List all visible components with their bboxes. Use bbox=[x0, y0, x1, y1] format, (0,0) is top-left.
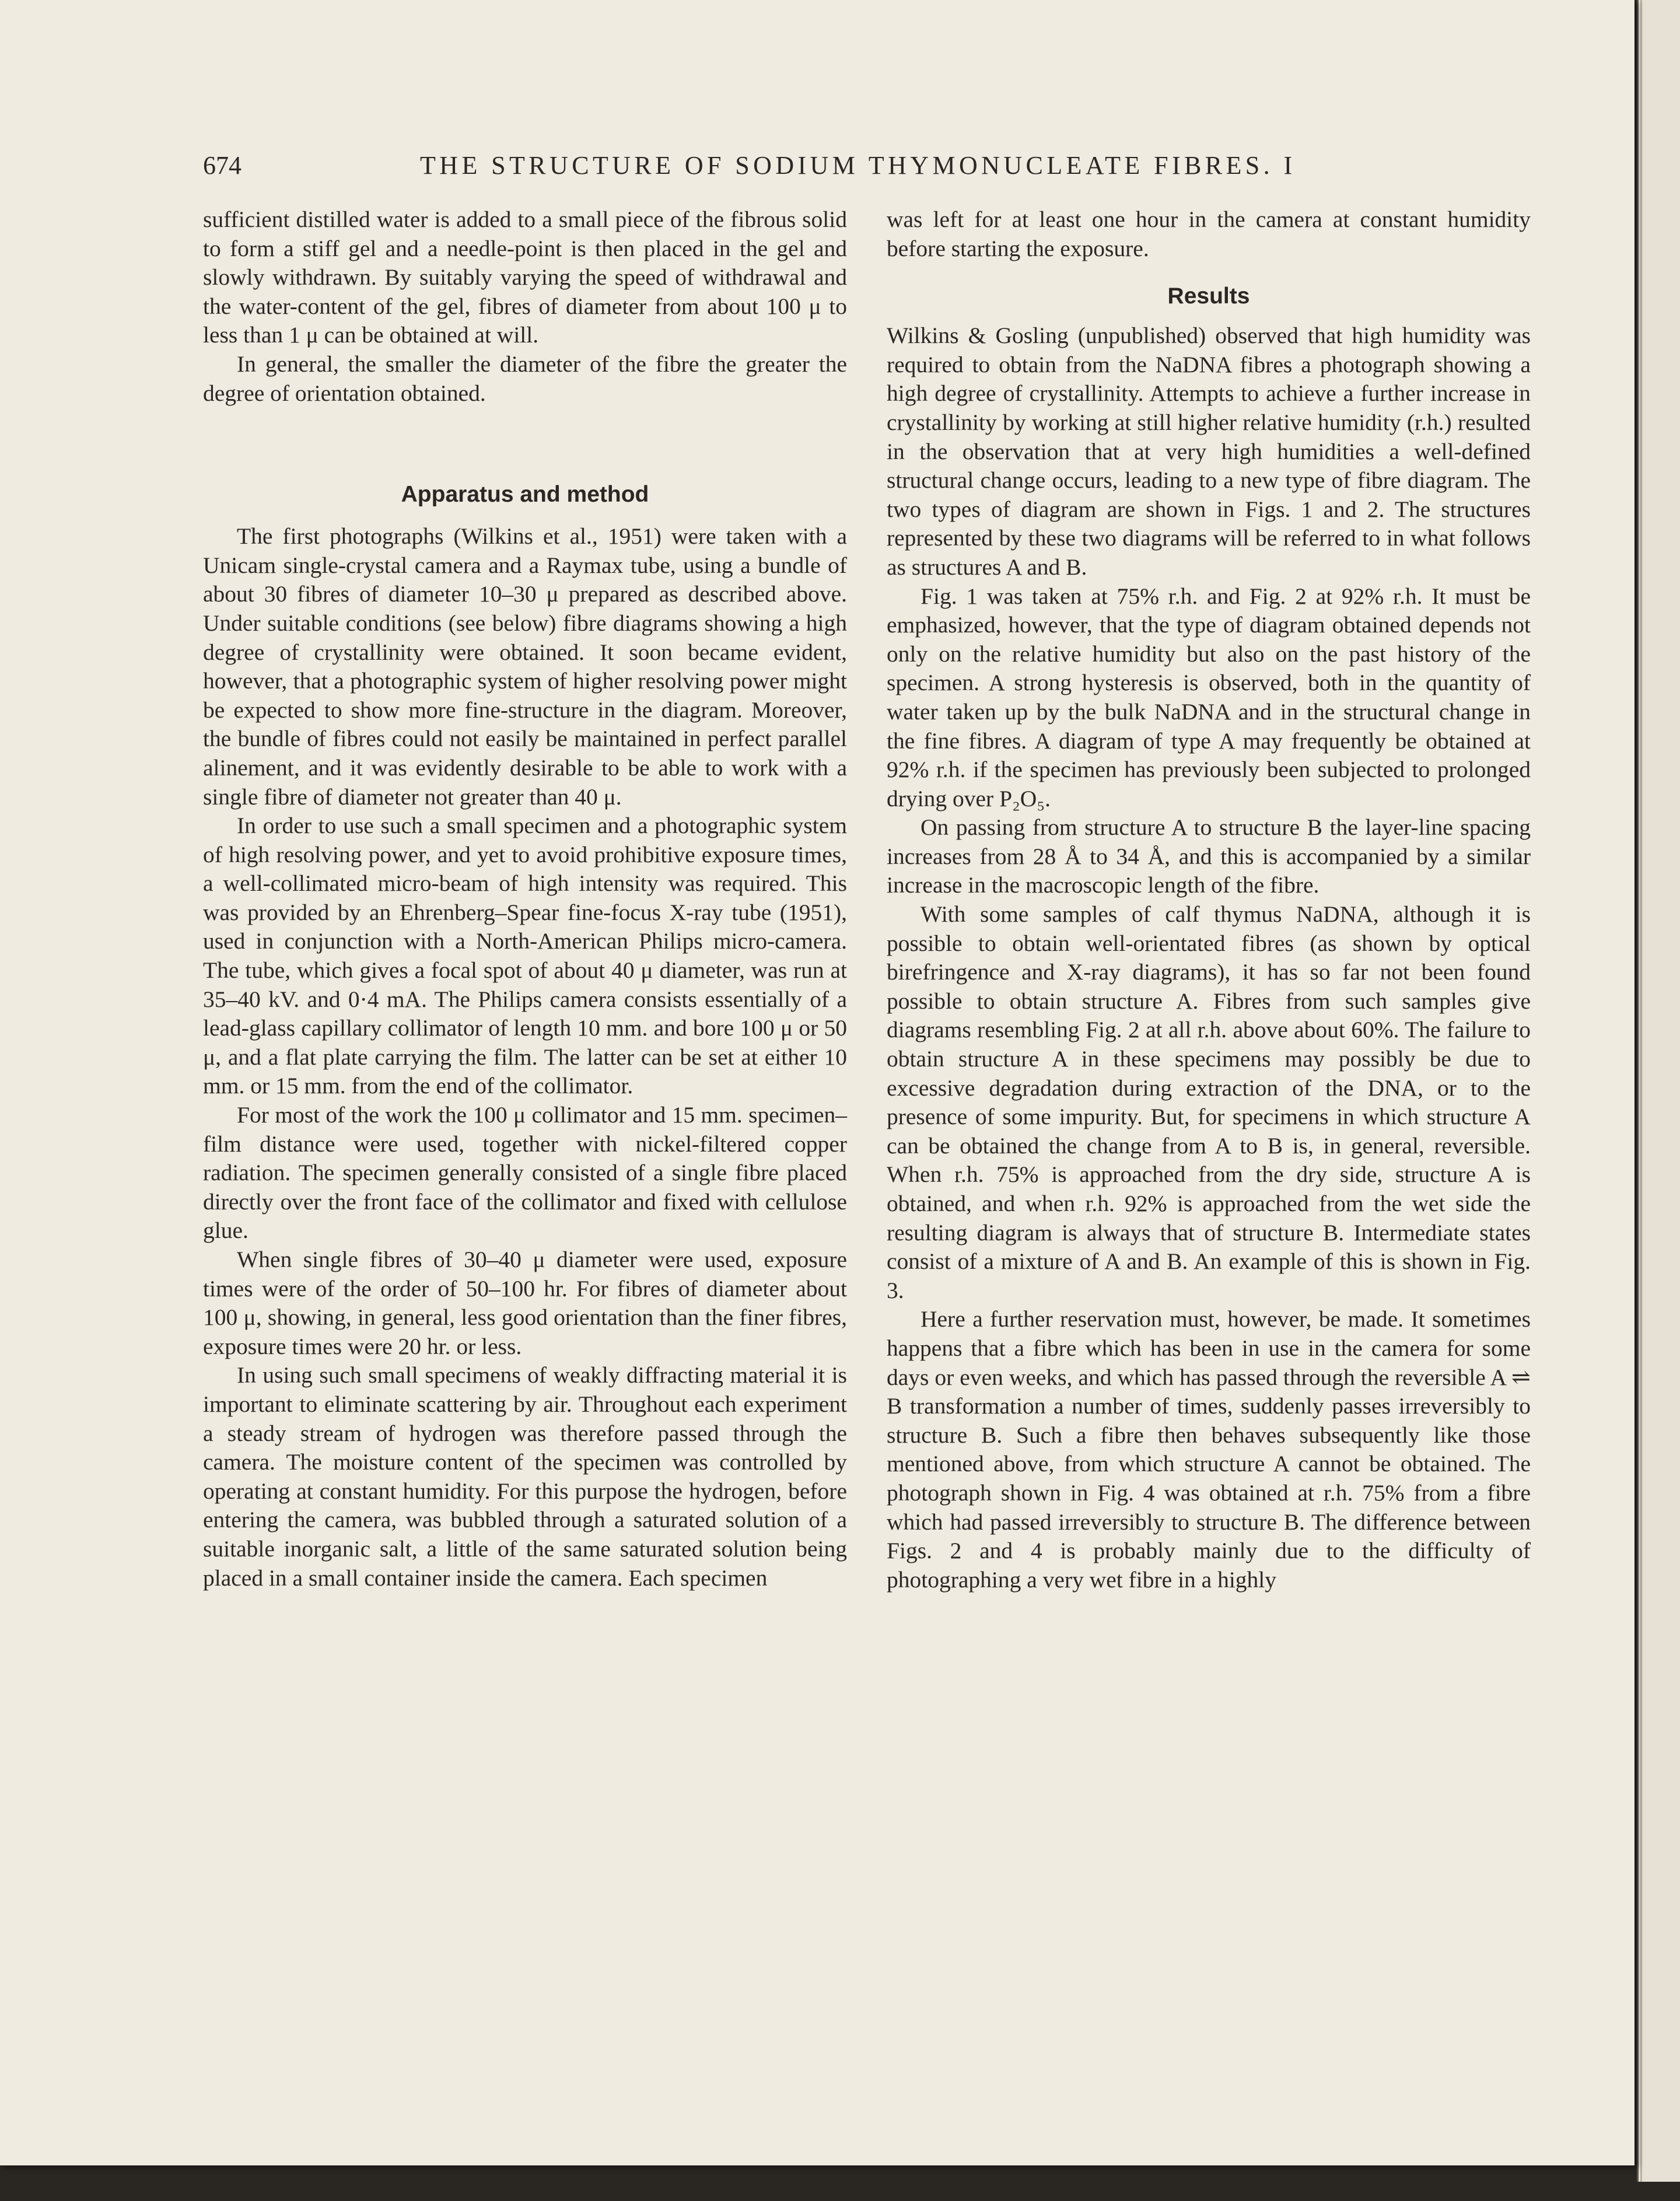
running-header bbox=[203, 149, 1330, 182]
section-heading-results: Results bbox=[1167, 284, 1250, 309]
paragraph: Here a further reservation must, however, be made. It sometimes happens that a fibre which has been in use in the camera for some days or even weeks, and which has passed through the reversible A ⇌ B transformation a number of times, suddenly passes irreversibly to structure B. Such a fibre then behaves subsequently like those mentioned above, from which structure A cannot be obtained. The photograph shown in Fig. 4 was obtained at r.h. 75% from a fibre which had passed irreversibly to structure B. The difference between Figs. 2 and 4 is probably mainly due to the difficulty of photographing a very wet fibre in a highly bbox=[887, 1306, 1531, 1593]
paragraph: When single fibres of 30–40 μ diameter were used, exposure times were of the order of 50–100 hr. For fibres of diameter about 100 μ, showing, in general, less good orientation than the finer fibres, exposure times were 20 hr. or less. bbox=[203, 1247, 847, 1359]
running-title: THE STRUCTURE OF SODIUM THYMONUCLEATE FIBRES. I bbox=[420, 151, 1296, 180]
paragraph: In general, the smaller the diameter of the fibre the greater the degree of orientation obtained. bbox=[203, 351, 847, 406]
paragraph: Wilkins & Gosling (unpublished) observed that high humidity was required to obtain from the NaDNA fibres a photograph showing a high degree of crystallinity. Attempts to achieve a further increase in crystallinity by working at still higher relative humidity (r.h.) resulted in the observation that at very high humidities a well-defined structural change occurs, leading to a new type of fibre diagram. The two types of diagram are shown in Figs. 1 and 2. The structures represented by these two diagrams will be referred to in what follows as structures A and B. bbox=[887, 323, 1531, 580]
page-fold-line bbox=[1640, 0, 1642, 2182]
paragraph: was left for at least one hour in the camera at constant humidity before starting the exposure. bbox=[887, 207, 1531, 261]
adjacent-page-edge bbox=[1637, 0, 1680, 2182]
paragraph: In order to use such a small specimen and a photographic system of high resolving power, and yet to avoid prohibitive exposure times, a well-collimated micro-beam of high intensity was required. This was provided by an Ehrenberg–Spear fine-focus X-ray tube (1951), used in conjunction with a North-American Philips micro-camera. The tube, which gives a focal spot of about 40 μ diameter, was run at 35–40 kV. and 0·4 mA. The Philips camera consists essentially of a lead-glass capillary collimator of length 10 mm. and bore 100 μ or 50 μ, and a flat plate carrying the film. The latter can be set at either 10 mm. or 15 mm. from the end of the collimator. bbox=[203, 813, 847, 1099]
left-column bbox=[203, 205, 847, 1593]
page-number: 674 bbox=[203, 151, 242, 180]
paragraph: Fig. 1 was taken at 75% r.h. and Fig. 2 at 92% r.h. It must be emphasized, however, that the type of diagram obtained depends not only on the relative humidity but also on the past history of the specimen. A strong hysteresis is observed, both in the quantity of water taken up by the bulk NaDNA and in the structural change in the fine fibres. A diagram of type A may frequently be obtained at 92% r.h. if the specimen has previously been subjected to prolonged drying over P₂O₅. bbox=[887, 583, 1531, 811]
paragraph: In using such small specimens of weakly diffracting material it is important to eliminate scattering by air. Throughout each experiment a steady stream of hydrogen was therefore passed through the camera. The moisture content of the specimen was controlled by operating at constant humidity. For this purpose the hydrogen, before entering the camera, was bubbled through a saturated solution of a suitable inorganic salt, a little of the same saturated solution being placed in a small container inside the camera. Each specimen bbox=[203, 1362, 847, 1591]
right-column bbox=[887, 205, 1531, 1594]
paragraph: On passing from structure A to structure B the layer-line spacing increases from 28 Å to 34 Å, and this is accompanied by a similar increase in the macroscopic length of the fibre. bbox=[887, 814, 1531, 898]
section-heading-apparatus: Apparatus and method bbox=[401, 482, 649, 508]
paragraph: The first photographs (Wilkins et al., 1951) were taken with a Unicam single-crystal camera and a Raymax tube, using a bundle of about 30 fibres of diameter 10–30 μ prepared as described above. Under suitable conditions (see below) fibre diagrams showing a high degree of crystallinity were obtained. It soon became evident, however, that a photographic system of higher resolving power might be expected to show more fine-structure in the diagram. Moreover, the bundle of fibres could not easily be maintained in perfect parallel alinement, and it was evidently desirable to be able to work with a single fibre of diameter not greater than 40 μ. bbox=[203, 523, 847, 810]
paragraph: With some samples of calf thymus NaDNA, although it is possible to obtain well-orientated fibres (as shown by optical birefringence and X-ray diagrams), it has so far not been found possible to obtain structure A. Fibres from such samples give diagrams resembling Fig. 2 at all r.h. above about 60%. The failure to obtain structure A in these specimens may possibly be due to excessive degradation during extraction of the DNA, or to the presence of some impurity. But, for specimens in which structure A can be obtained the change from A to B is, in general, reversible. When r.h. 75% is approached from the dry side, structure A is obtained, and when r.h. 92% is approached from the wet side the resulting diagram is always that of structure B. Intermediate states consist of a mixture of A and B. An example of this is shown in Fig. 3. bbox=[887, 901, 1531, 1303]
paragraph: sufficient distilled water is added to a small piece of the fibrous solid to form a stiff gel and a needle-point is then placed in the gel and slowly withdrawn. By suitably varying the speed of withdrawal and the water-content of the gel, fibres of diameter from about 100 μ to less than 1 μ can be obtained at will. bbox=[203, 207, 847, 348]
paragraph: For most of the work the 100 μ collimator and 15 mm. specimen–film distance were used, together with nickel-filtered copper radiation. The specimen generally consisted of a single fibre placed directly over the front face of the collimator and fixed with cellulose glue. bbox=[203, 1102, 847, 1244]
